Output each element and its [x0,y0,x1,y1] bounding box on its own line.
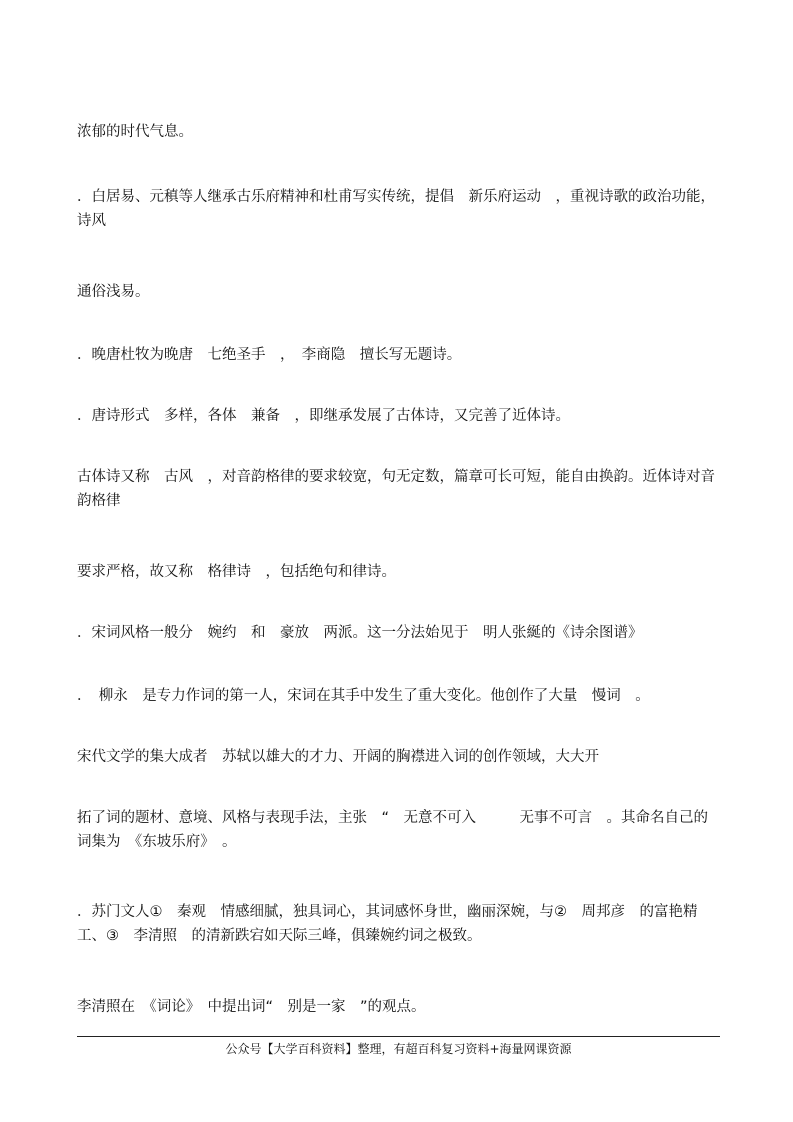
paragraph-4: ．晚唐杜牧为晚唐 七绝圣手 ， 李商隐 擅长写无题诗。 [77,347,462,363]
paragraph-9: ． 柳永 是专力作词的第一人，宋词在其手中发生了重大变化。他创作了大量 慢词 。 [77,688,650,704]
paragraph-5: ．唐诗形式 多样，各体 兼备 ，即继承发展了古体诗，又完善了近体诗。 [77,408,570,424]
paragraph-12: ．苏门文人① 秦观 情感细腻，独具词心，其词感怀身世，幽丽深婉，与② 周邦彦 的富艳精工、③ 李清照 的清新跌宕如天际三峰，俱臻婉约词之极致。 [77,904,698,944]
paragraph-10: 宋代文学的集大成者 苏轼以雄大的才力、开阔的胸襟进入词的创作领域，大大开 [77,749,599,765]
paragraph-6: 古体诗又称 古风 ，对音韵格律的要求较宽，句无定数，篇章可长可短，能自由换韵。近体诗对音韵格律 [77,469,715,509]
paragraph-1: 浓郁的时代气息。 [77,124,193,140]
paragraph-2: ．白居易、元稹等人继承古乐府精神和杜甫写实传统，提倡 新乐府运动 ，重视诗歌的政治功能，诗风 [77,189,715,229]
footer-divider [77,1036,720,1037]
paragraph-8: ．宋词风格一般分 婉约 和 豪放 两派。这一分法始见于 明人张綖的《诗余图谱》 [77,625,643,641]
paragraph-13: 李清照在 《词论》 中提出词“ 别是一家 ”的观点。 [77,999,426,1015]
page-footer: 公众号【大学百科资料】整理，有超百科复习资料+海量网课资源 [225,1042,572,1056]
paragraph-3: 通俗浅易。 [77,284,150,300]
paragraph-11: 拓了词的题材、意境、风格与表现手法，主张 “ 无意不可入 无事不可言 。其命名自己的词集为 《东坡乐府》 。 [77,810,709,850]
paragraph-7: 要求严格，故又称 格律诗 ，包括绝句和律诗。 [77,564,396,580]
